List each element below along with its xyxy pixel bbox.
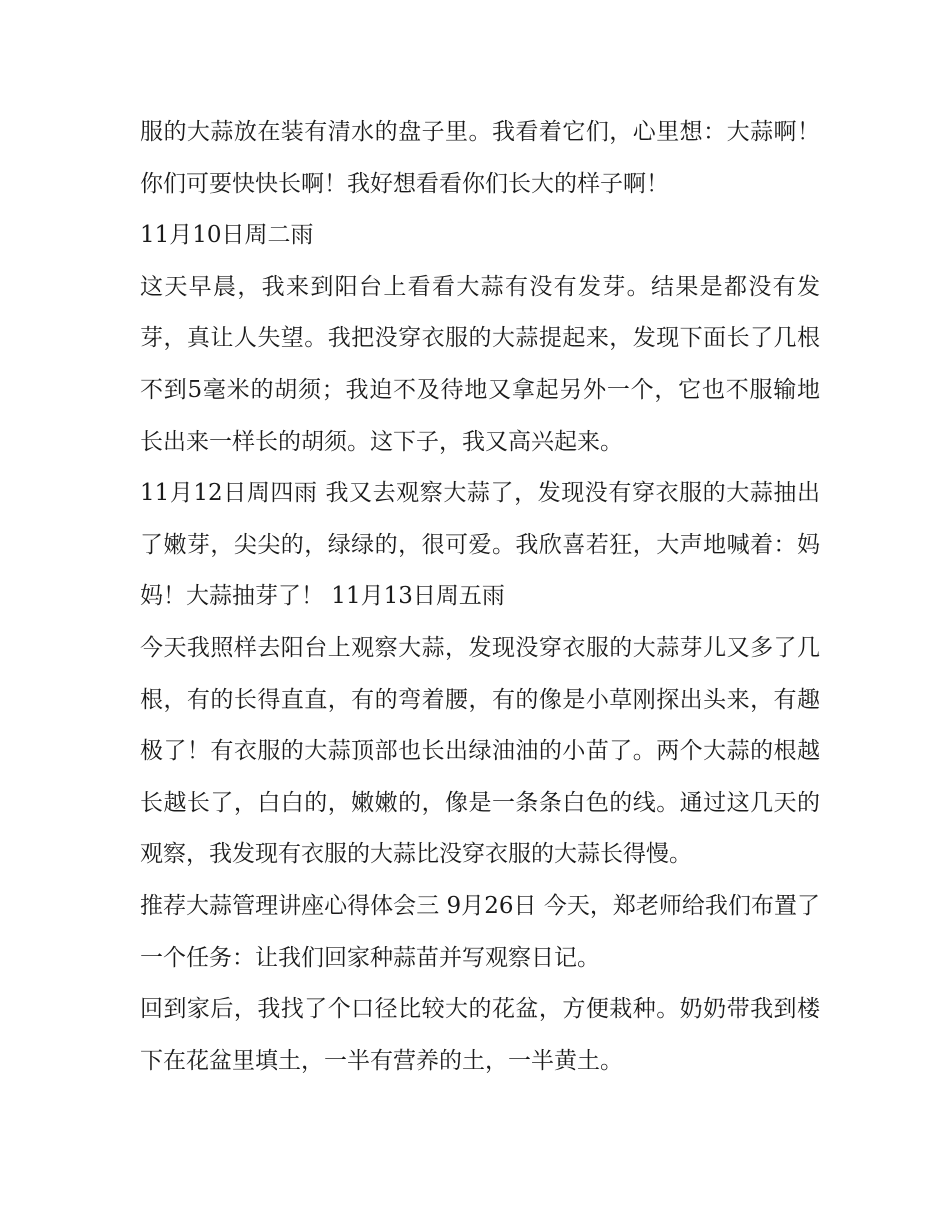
paragraph-nov-12-sprouting: 11月12日周四雨 我又去观察大蒜了，发现没有穿衣服的大蒜抽出了嫩芽，尖尖的，绿绿的，很可爱。我欣喜若狂，大声地喊着：妈妈！大蒜抽芽了！ 11月13日周五雨 xyxy=(140,480,820,610)
paragraph-nov-13-observation: 今天我照样去阳台上观察大蒜，发现没穿衣服的大蒜芽儿又多了几根，有的长得直直，有的弯着腰，有的像是小草刚探出头来，有趣极了！有衣服的大蒜顶部也长出绿油油的小苗了。两个大蒜的根越长越长了，白白的，嫩嫩的，像是一条条白色的线。通过这几天的观察，我发现有衣服的大蒜比没穿衣服的大蒜长得慢。 xyxy=(140,634,820,868)
document-body xyxy=(140,107,820,1087)
paragraph-root-whiskers: 这天早晨，我来到阳台上看看大蒜有没有发芽。结果是都没有发芽，真让人失望。我把没穿衣服的大蒜提起来，发现下面长了几根不到5毫米的胡须；我迫不及待地又拿起另外一个，它也不服输地长出来一样长的胡须。这下子，我又高兴起来。 xyxy=(140,273,820,455)
paragraph-garlic-in-water: 服的大蒜放在装有清水的盘子里。我看着它们，心里想：大蒜啊！你们可要快快长啊！我好想看看你们长大的样子啊！ xyxy=(140,119,820,197)
diary-date-nov-10: 11月10日周二雨 xyxy=(140,222,314,249)
paragraph-recommendation-three: 推荐大蒜管理讲座心得体会三 9月26日 今天，郑老师给我们布置了一个任务：让我们回家种蒜苗并写观察日记。 xyxy=(140,892,820,971)
paragraph-planting-pot: 回到家后，我找了个口径比较大的花盆，方便栽种。奶奶带我到楼下在花盆里填土，一半有营养的土，一半黄土。 xyxy=(140,996,820,1074)
